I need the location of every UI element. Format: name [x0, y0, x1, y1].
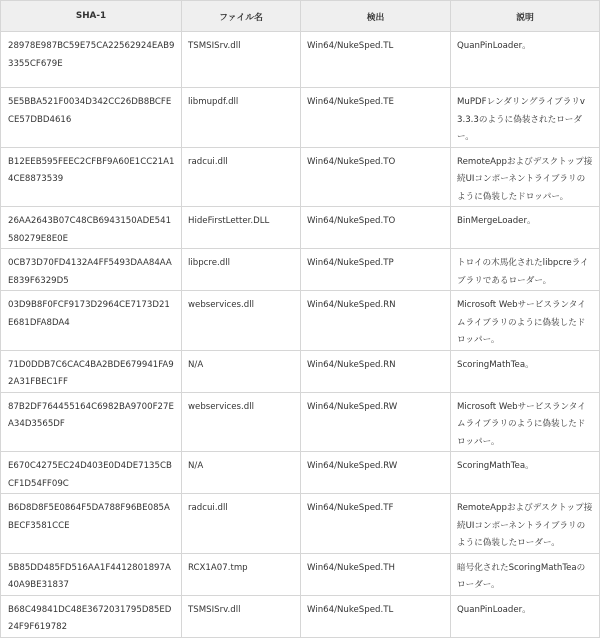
detection-cell: Win64/NukeSped.TE — [301, 88, 451, 148]
detection-cell: Win64/NukeSped.TP — [301, 249, 451, 291]
column-header-filename: ファイル名 — [182, 1, 301, 32]
filename-cell: TSMSISrv.dll — [182, 32, 301, 88]
sha1-cell: 5B85DD485FD516AA1F4412801897A40A9BE31837 — [1, 553, 182, 595]
description-cell: RemoteAppおよびデスクトップ接続UIコンポーネントライブラリのように偽装したローダー。 — [451, 494, 600, 554]
sha1-cell: 5E5BBA521F0034D342CC26DB8BCFECE57DBD4616 — [1, 88, 182, 148]
filename-cell: N/A — [182, 350, 301, 392]
filename-cell: libpcre.dll — [182, 249, 301, 291]
detection-cell: Win64/NukeSped.RW — [301, 452, 451, 494]
description-cell: QuanPinLoader。 — [451, 32, 600, 88]
table-row — [1, 392, 600, 452]
table-row — [1, 88, 600, 148]
detection-cell: Win64/NukeSped.TL — [301, 32, 451, 88]
filename-cell: webservices.dll — [182, 392, 301, 452]
sha1-cell: E670C4275EC24D403E0D4DE7135CBCF1D54FF09C — [1, 452, 182, 494]
sha1-cell: 87B2DF764455164C6982BA9700F27EA34D3565DF — [1, 392, 182, 452]
sha1-cell: B12EEB595FEEC2CFBF9A60E1CC21A14CE8873539 — [1, 147, 182, 207]
filename-cell: N/A — [182, 452, 301, 494]
table-row — [1, 249, 600, 291]
detection-cell: Win64/NukeSped.RW — [301, 392, 451, 452]
detection-cell: Win64/NukeSped.RN — [301, 291, 451, 351]
sha1-cell: B6D8D8F5E0864F5DA788F96BE085ABECF3581CCE — [1, 494, 182, 554]
column-header-detection: 検出 — [301, 1, 451, 32]
description-cell: QuanPinLoader。 — [451, 595, 600, 637]
table-row — [1, 452, 600, 494]
description-cell: Microsoft Webサービスランタイムライブラリのように偽装したドロッパー。 — [451, 392, 600, 452]
sha1-cell: 0CB73D70FD4132A4FF5493DAA84AAE839F6329D5 — [1, 249, 182, 291]
filename-cell: TSMSISrv.dll — [182, 595, 301, 637]
sha1-cell: 26AA2643B07C48CB6943150ADE541580279E8E0E — [1, 207, 182, 249]
filename-cell: radcui.dll — [182, 147, 301, 207]
column-header-description: 説明 — [451, 1, 600, 32]
sha1-cell: 03D9B8F0FCF9173D2964CE7173D21E681DFA8DA4 — [1, 291, 182, 351]
filename-cell: HideFirstLetter.DLL — [182, 207, 301, 249]
description-cell: 暗号化されたScoringMathTeaのローダー。 — [451, 553, 600, 595]
header-row — [1, 1, 600, 32]
sha1-cell: B68C49841DC48E3672031795D85ED24F9F619782 — [1, 595, 182, 637]
table-row — [1, 32, 600, 88]
description-cell: Microsoft Webサービスランタイムライブラリのように偽装したドロッパー。 — [451, 291, 600, 351]
column-header-sha1: SHA-1 — [1, 1, 182, 32]
filename-cell: webservices.dll — [182, 291, 301, 351]
detection-cell: Win64/NukeSped.TO — [301, 207, 451, 249]
table-row — [1, 147, 600, 207]
description-cell: BinMergeLoader。 — [451, 207, 600, 249]
description-cell: RemoteAppおよびデスクトップ接続UIコンポーネントライブラリのように偽装したドロッパー。 — [451, 147, 600, 207]
table-row — [1, 595, 600, 637]
filename-cell: libmupdf.dll — [182, 88, 301, 148]
sha1-cell: 71D0DDB7C6CAC4BA2BDE679941FA92A31FBEC1FF — [1, 350, 182, 392]
description-cell: トロイの木馬化されたlibpcreライブラリであるローダー。 — [451, 249, 600, 291]
description-cell: ScoringMathTea。 — [451, 452, 600, 494]
table-row — [1, 494, 600, 554]
filename-cell: RCX1A07.tmp — [182, 553, 301, 595]
detection-cell: Win64/NukeSped.RN — [301, 350, 451, 392]
detection-cell: Win64/NukeSped.TO — [301, 147, 451, 207]
filename-cell: radcui.dll — [182, 494, 301, 554]
sha1-cell: 28978E987BC59E75CA22562924EAB93355CF679E — [1, 32, 182, 88]
description-cell: MuPDFレンダリングライブラリv3.3.3のように偽装されたローダー。 — [451, 88, 600, 148]
detection-cell: Win64/NukeSped.TL — [301, 595, 451, 637]
description-cell: ScoringMathTea。 — [451, 350, 600, 392]
detection-cell: Win64/NukeSped.TH — [301, 553, 451, 595]
table-row — [1, 207, 600, 249]
detection-cell: Win64/NukeSped.TF — [301, 494, 451, 554]
table-row — [1, 553, 600, 595]
table-row — [1, 350, 600, 392]
table-row — [1, 291, 600, 351]
